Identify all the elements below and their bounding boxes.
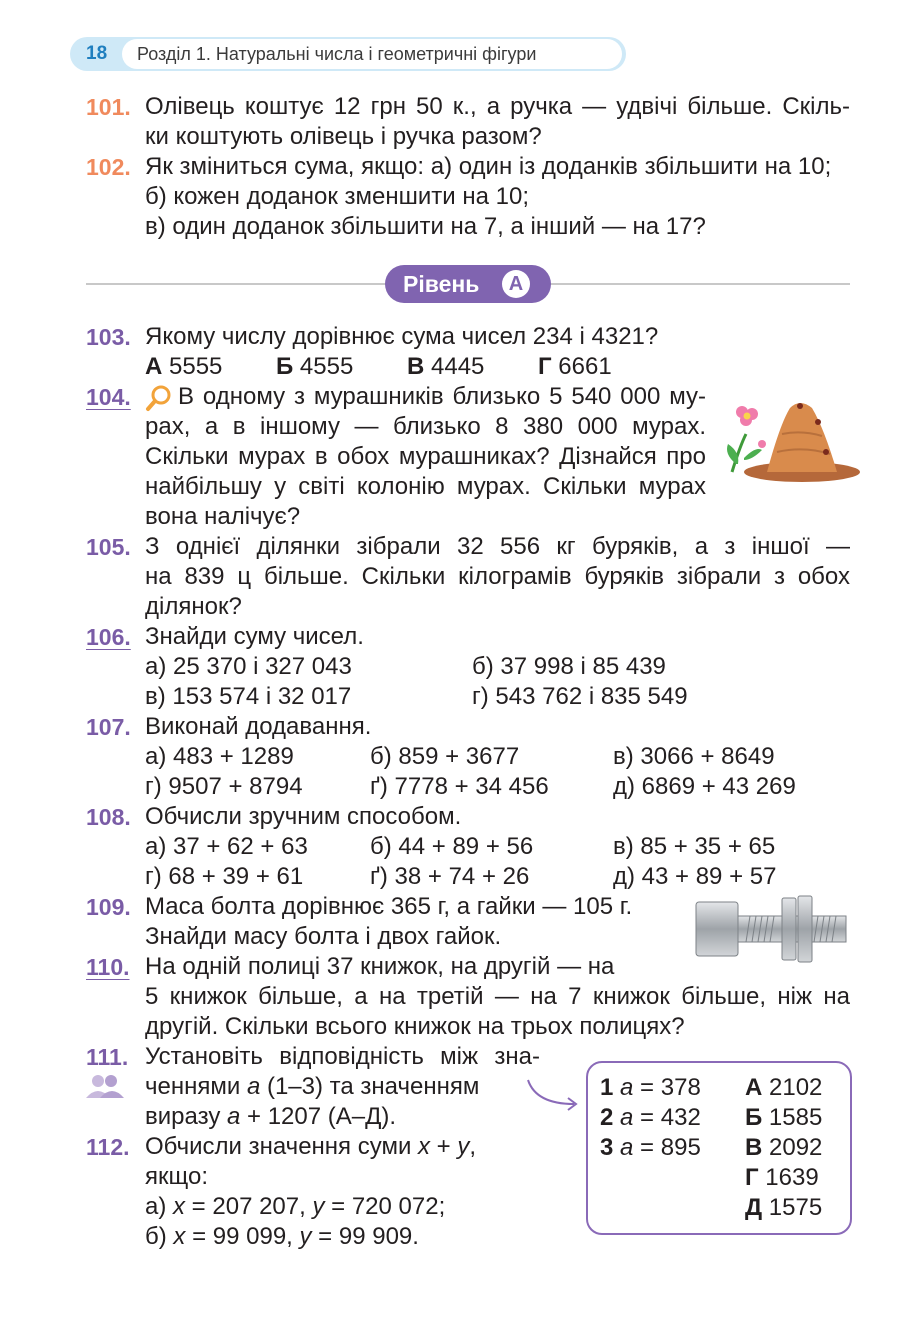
- answer-option: Б 4555: [276, 353, 354, 380]
- problem-number: 105.: [86, 534, 131, 560]
- exercise-item: г) 543 762 і 835 549: [472, 683, 688, 710]
- problem-104-line3: Скільки мурах в обох мурашниках? Дізнайся про: [145, 443, 706, 470]
- problem-104-line1: В одному з мурашників близько 5 540 000 му-: [178, 383, 706, 410]
- problem-number: 109.: [86, 894, 131, 920]
- pair-work-icon: [84, 1072, 126, 1100]
- problem-102-line3: в) один доданок збільшити на 7, а інший — на 17?: [145, 213, 706, 240]
- exercise-item: б) 859 + 3677: [370, 743, 520, 770]
- problem-104-line2: рах, а в іншому — близько 8 380 000 мурах.: [145, 413, 706, 440]
- problem-108-line1: Обчисли зручним способом.: [145, 803, 462, 830]
- exercise-item: г) 9507 + 8794: [145, 773, 303, 800]
- matching-right-item: Д 1575: [745, 1194, 823, 1221]
- exercise-item: а) x = 207 207, y = 720 072;: [145, 1193, 446, 1220]
- problem-112-line1: Обчисли значення суми x + y,: [145, 1133, 477, 1160]
- answer-option: А 5555: [145, 353, 223, 380]
- problem-102-line2: б) кожен доданок зменшити на 10;: [145, 183, 529, 210]
- answer-option: Г 6661: [538, 353, 612, 380]
- problem-110-line1: На одній полиці 37 книжок, на другій — на: [145, 953, 615, 980]
- exercise-item: б) 44 + 89 + 56: [370, 833, 534, 860]
- exercise-item: в) 85 + 35 + 65: [613, 833, 776, 860]
- problem-number: 112.: [86, 1134, 130, 1160]
- problem-111-line1: Установіть відповідність між зна-: [145, 1043, 540, 1070]
- matching-right-item: Б 1585: [745, 1104, 823, 1131]
- problem-104-line4: найбільшу у світі колонію мурах. Скільки мурах: [145, 473, 706, 500]
- bolt-illustration: [694, 894, 850, 964]
- exercise-item: ґ) 38 + 74 + 26: [370, 863, 530, 890]
- problem-110-line3: другій. Скільки всього книжок на трьох полицях?: [145, 1013, 685, 1040]
- level-label: Рівень: [403, 271, 480, 297]
- problem-101-line2: ки коштують олівець і ручка разом?: [145, 123, 542, 150]
- anthill-illustration: [722, 394, 862, 486]
- problem-number: 102.: [86, 154, 131, 180]
- problem-104-line5: вона налічує?: [145, 503, 301, 530]
- problem-number: 104.: [86, 384, 131, 410]
- exercise-item: д) 43 + 89 + 57: [613, 863, 777, 890]
- matching-left-item: 2 a = 432: [600, 1104, 701, 1131]
- matching-left-item: 1 a = 378: [600, 1074, 701, 1101]
- exercise-item: а) 37 + 62 + 63: [145, 833, 308, 860]
- exercise-item: ґ) 7778 + 34 456: [370, 773, 549, 800]
- problem-111-line3: виразу a + 1207 (А–Д).: [145, 1103, 397, 1130]
- problem-101-line1: Олівець коштує 12 грн 50 к., а ручка — удвічі більше. Скіль-: [145, 93, 850, 120]
- problem-109-line1: Маса болта дорівнює 365 г, а гайки — 105 г.: [145, 893, 633, 920]
- problem-111-line2: ченнями a (1–3) та значенням: [145, 1073, 480, 1100]
- matching-left-item: 3 a = 895: [600, 1134, 701, 1161]
- problem-number: 103.: [86, 324, 131, 350]
- answer-option: В 4445: [407, 353, 485, 380]
- exercise-item: а) 483 + 1289: [145, 743, 294, 770]
- exercise-item: в) 153 574 і 32 017: [145, 683, 352, 710]
- exercise-item: г) 68 + 39 + 61: [145, 863, 304, 890]
- chapter-title: Розділ 1. Натуральні числа і геометричні фігури: [137, 44, 537, 64]
- problem-110-line2: 5 книжок більше, а на третій — на 7 книжок більше, ніж на: [145, 983, 850, 1010]
- problem-number: 110.: [86, 954, 130, 980]
- matching-right-item: Г 1639: [745, 1164, 819, 1191]
- matching-right-item: А 2102: [745, 1074, 823, 1101]
- problem-106-line1: Знайди суму чисел.: [145, 623, 364, 650]
- exercise-item: в) 3066 + 8649: [613, 743, 775, 770]
- problem-number: 101.: [86, 94, 131, 120]
- problem-number: 111.: [86, 1044, 129, 1070]
- problem-112-line2: якщо:: [145, 1163, 208, 1190]
- problem-102-line1: Як зміниться сума, якщо: а) один із доданків збільшити на 10;: [145, 153, 832, 180]
- problem-105-line3: ділянок?: [145, 593, 242, 620]
- problem-105-line2: на 839 ц більше. Скільки кілограмів буряків зібрали з обох: [145, 563, 850, 590]
- problem-109-line2: Знайди масу болта і двох гайок.: [145, 923, 502, 950]
- exercise-item: д) 6869 + 43 269: [613, 773, 796, 800]
- magnifier-icon: [145, 384, 173, 412]
- page-number: 18: [86, 43, 108, 64]
- matching-right-item: В 2092: [745, 1134, 823, 1161]
- problem-number: 107.: [86, 714, 131, 740]
- exercise-item: б) 37 998 і 85 439: [472, 653, 666, 680]
- problem-105-line1: З однієї ділянки зібрали 32 556 кг буряків, а з іншої —: [145, 533, 850, 560]
- problem-number: 106.: [86, 624, 131, 650]
- problem-107-line1: Виконай додавання.: [145, 713, 372, 740]
- problem-number: 108.: [86, 804, 131, 830]
- arrow-icon: [522, 1074, 584, 1114]
- exercise-item: б) x = 99 099, y = 99 909.: [145, 1223, 419, 1250]
- exercise-item: а) 25 370 і 327 043: [145, 653, 352, 680]
- level-letter: А: [502, 270, 530, 298]
- problem-103-line1: Якому числу дорівнює сума чисел 234 і 4321?: [145, 323, 659, 350]
